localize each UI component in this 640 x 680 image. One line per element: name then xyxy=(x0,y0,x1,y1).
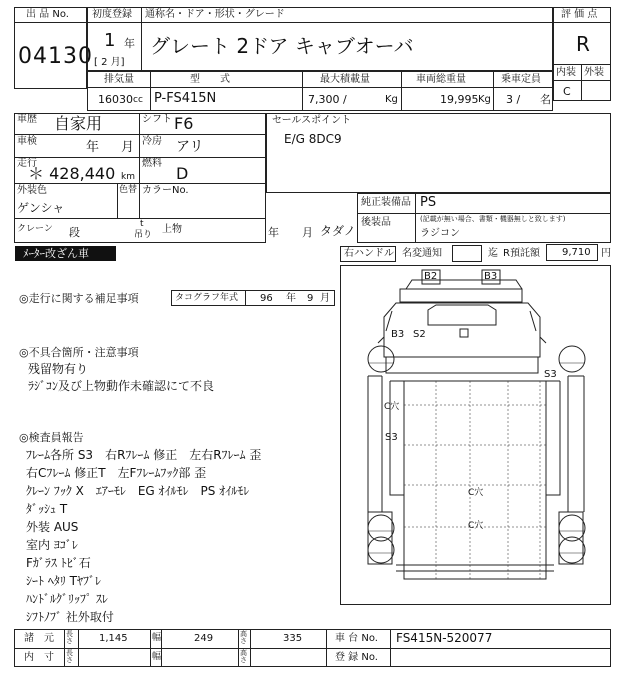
inspector-line: 室内 ﾖｺﾞﾚ xyxy=(26,538,78,552)
gross-weight-value: 19,995 xyxy=(440,93,479,106)
inspection-year: 年 xyxy=(86,140,100,155)
truck-diagram xyxy=(340,265,611,605)
tacho-year: 96 xyxy=(260,293,273,304)
b2-label: B2 xyxy=(424,271,438,282)
capacity-value: 3 / xyxy=(506,93,521,106)
max-load-label: 最大積載量 xyxy=(320,74,370,85)
lot-label: 出 品 No. xyxy=(26,9,69,20)
name-change-box xyxy=(452,245,482,262)
defect-line: ﾗｼﾞｺﾝ及び上物動作未確認にて不良 xyxy=(28,379,215,393)
capacity-unit: 名 xyxy=(540,93,551,106)
gross-weight-label: 車両総重量 xyxy=(416,74,466,85)
tachograph-label: タコグラフ年式 xyxy=(175,293,239,303)
reg-month: [ 2 月] xyxy=(94,57,125,68)
history-value: 自家用 xyxy=(54,114,103,133)
front-wheel-left xyxy=(368,346,394,372)
color-no-label: カラーNo. xyxy=(142,185,189,196)
r-deposit-unit: 円 xyxy=(601,248,611,259)
score-label: 評 価 点 xyxy=(561,9,598,20)
b3-top-label: B3 xyxy=(484,271,498,282)
width-label-2: 幅 xyxy=(152,652,162,662)
capacity-label: 乗車定員 xyxy=(501,74,541,85)
inspector-title: ◎検査員報告 xyxy=(19,431,84,444)
crane-label: クレーン xyxy=(17,224,53,234)
max-load-value: 7,300 / xyxy=(308,93,347,106)
s3-left-label: S3 xyxy=(385,432,398,443)
c-hole-2-label: C穴 xyxy=(468,521,484,531)
r-deposit-label: R預託額 xyxy=(503,248,540,259)
fuel-value: D xyxy=(176,164,189,183)
after-equipment-value: ラジコン xyxy=(420,228,460,239)
inner-dims-label: 内 寸 xyxy=(24,652,54,663)
inspector-line: ｼｰﾄ ﾍﾀﾘ Tﾔﾌﾞﾚ xyxy=(26,574,101,588)
reg-no-label: 登 録 No. xyxy=(335,652,378,663)
mileage-value: ＊ 428,440 xyxy=(28,164,116,183)
cab-body xyxy=(384,303,540,357)
name-change-label: 名変通知 xyxy=(402,248,442,259)
inspection-label: 車検 xyxy=(17,136,37,147)
after-equipment-label: 後装品 xyxy=(361,217,391,228)
exterior-label: 外装 xyxy=(584,67,604,78)
until-label: 迄 xyxy=(488,248,498,259)
inspector-line: ﾀﾞｯｼｭ T xyxy=(26,502,68,516)
lot-number: 04130 xyxy=(18,44,93,69)
model-name: グレート 2ドア キャブオーバ xyxy=(150,34,414,58)
defect-line: 残留物有り xyxy=(28,362,89,376)
inspector-line: 外装 AUS xyxy=(26,520,79,534)
height-value: 335 xyxy=(283,633,303,644)
tacho-year-unit: 年 xyxy=(286,293,296,304)
crane-suspend: 吊り xyxy=(134,230,153,240)
reg-year: 1 xyxy=(104,30,116,51)
history-label: 車歴 xyxy=(17,114,37,125)
length-label-2: 長さ xyxy=(66,649,73,664)
interior-label: 内装 xyxy=(556,67,576,78)
defects-title: ◎不具合箇所・注意事項 xyxy=(19,346,139,359)
model-code: P-FS415N xyxy=(154,91,217,106)
sales-point-text: E/G 8DC9 xyxy=(284,132,342,146)
c-hole-left-label: C穴 xyxy=(384,402,400,412)
c-hole-1-label: C穴 xyxy=(468,488,484,498)
upper-label: 上物 xyxy=(162,224,182,235)
supplement-title: ◎走行に関する補足事項 xyxy=(19,292,139,305)
s2-label: S2 xyxy=(413,329,426,340)
crane-stage: 段 xyxy=(69,226,80,239)
displacement-label: 排気量 xyxy=(104,74,134,85)
color-swap-label: 色替 xyxy=(119,185,138,195)
shift-label: シフト xyxy=(142,114,172,125)
std-equipment-label: 純正装備品 xyxy=(361,197,411,208)
ac-value: アリ xyxy=(176,139,204,155)
fuel-label: 燃料 xyxy=(142,158,162,169)
upper-year: 年 xyxy=(268,226,279,239)
color-value: ゲンシャ xyxy=(17,201,65,215)
mileage-unit: km xyxy=(121,172,135,182)
tacho-month-unit: 月 xyxy=(320,293,330,304)
inspector-line: ﾊﾝﾄﾞﾙｸﾞﾘｯﾌﾟ ｽﾚ xyxy=(26,592,108,606)
meter-tampered-tag: ﾒｰﾀｰ改ざん車 xyxy=(15,246,116,261)
chassis-value: FS415N-520077 xyxy=(396,631,493,645)
displacement-unit: cc xyxy=(133,95,143,105)
shift-value: F6 xyxy=(174,114,194,133)
tacho-month: 9 xyxy=(307,293,314,304)
displacement-value: 16030 xyxy=(98,93,133,106)
first-reg-label: 初度登録 xyxy=(92,9,132,20)
gross-weight-unit: Kg xyxy=(478,94,491,105)
inspection-month: 月 xyxy=(121,140,135,155)
inspector-line: ｸﾚｰﾝ ﾌｯｸ X ｴｱｰﾓﾚ EG ｵｲﾙﾓﾚ PS ｵｲﾙﾓﾚ xyxy=(26,484,250,498)
reg-year-unit: 年 xyxy=(124,37,135,50)
name-label: 通称名・ドア・形状・グレード xyxy=(145,9,285,20)
length-value: 1,145 xyxy=(99,633,128,644)
inspector-line: ﾌﾚｰﾑ各所 S3 右Rﾌﾚｰﾑ 修正 左右Rﾌﾚｰﾑ 歪 xyxy=(26,448,262,462)
right-handle-label: 右ハンドル xyxy=(344,248,394,259)
dims-label: 諸 元 xyxy=(24,633,54,644)
chassis-label: 車 台 No. xyxy=(335,633,378,644)
inspector-line: Fｶﾞﾗｽ ﾄﾋﾞ石 xyxy=(26,556,91,570)
height-label: 高さ xyxy=(240,630,247,645)
ac-label: 冷房 xyxy=(142,136,162,147)
upper-maker: タダノ xyxy=(320,224,356,238)
s3-right-label: S3 xyxy=(544,369,557,380)
color-label: 外装色 xyxy=(17,185,47,196)
front-bumper xyxy=(400,289,522,302)
length-label: 長さ xyxy=(66,630,73,645)
interior-grade: C xyxy=(563,85,571,98)
truck-bed xyxy=(404,381,546,579)
crane-ton: t xyxy=(140,219,144,229)
sales-point-label: セールスポイント xyxy=(272,115,352,126)
width-value: 249 xyxy=(194,633,214,644)
height-label-2: 高さ xyxy=(240,649,247,664)
model-code-label: 型 式 xyxy=(190,74,230,85)
upper-month: 月 xyxy=(302,226,313,239)
inspector-line: 右Cﾌﾚｰﾑ 修正T 左Fﾌﾚｰﾑﾌｯｸ部 歪 xyxy=(26,466,207,480)
front-wheel-right xyxy=(559,346,585,372)
inspector-line: ｼﾌﾄﾉﾌﾞ 社外取付 xyxy=(26,610,114,624)
max-load-unit: Kg xyxy=(385,94,398,105)
r-deposit-value: 9,710 xyxy=(562,247,591,258)
score-value: R xyxy=(576,32,590,56)
b3-cab-label: B3 xyxy=(391,329,405,340)
width-label: 幅 xyxy=(152,633,162,643)
std-equipment-value: PS xyxy=(420,195,437,210)
mileage-label: 走行 xyxy=(17,158,37,169)
after-equipment-note: (記載が無い場合、書類・機器無しと致します) xyxy=(420,215,566,223)
